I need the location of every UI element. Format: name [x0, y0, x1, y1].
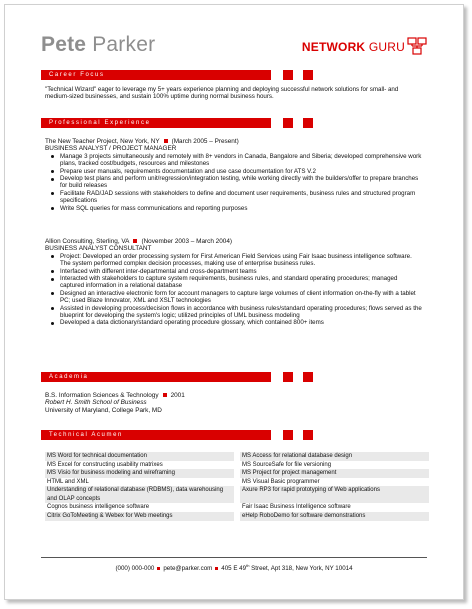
separator-square [157, 567, 160, 570]
table-cell: Citrix GoToMeeting & Webex for Web meetings [45, 512, 240, 521]
job-dates: (March 2005 – Present) [171, 138, 239, 145]
network-icon [407, 37, 427, 55]
section-bar-career-focus [41, 70, 427, 80]
first-name: Pete [41, 33, 87, 56]
table-cell: Fair Isaac Business Intelligence software [242, 504, 351, 511]
table-cell: MS Excel for constructing usability matrixes [45, 461, 240, 470]
section-bar-experience [41, 118, 427, 128]
degree: B.S. Information Sciences & Technology [45, 392, 159, 399]
list-item: Assisted in developing process/decision flows in accordance with business rules/standard operating procedures; flows served as the blueprint for developing the system's logic; utilized principles of UML business modeling [60, 304, 422, 320]
job-dates: (November 2003 – March 2004) [141, 238, 233, 245]
contact-email[interactable]: pete@parker.com [163, 565, 213, 573]
job-heading [45, 138, 423, 145]
list-item: Manage 3 projects simultaneously and remotely with 8+ vendors in Canada, Bangalore and Siberia; developed comprehensive work plans, tracked cost/budgets, resources and milestones [60, 152, 422, 168]
address-superscript: th [246, 563, 250, 568]
bar-square [283, 372, 293, 382]
bar-square [283, 430, 293, 440]
career-focus-text: "Technical Wizard" eager to leverage my 5+ years experience planning and deploying successful network solutions for small- and medium-sized businesses, and sustain 100% uptime during normal business hours. [45, 86, 399, 101]
last-name: Parker [92, 33, 156, 56]
separator-square [215, 567, 218, 570]
table-row [45, 469, 429, 478]
bar-square [283, 70, 293, 80]
job-entry [45, 238, 423, 327]
address-rest: Street, Apt 318, New York, NY 10014 [251, 565, 353, 573]
job-title: BUSINESS ANALYST CONSULTANT [45, 245, 152, 253]
job-heading [45, 238, 423, 245]
table-cell: MS Project for project management [240, 469, 429, 478]
list-item: Interacted with stakeholders to capture system requirements, business rules, and standard operating procedures; managed captured information in a relational database [60, 275, 423, 290]
acumen-table [45, 452, 429, 521]
job-company: The New Teacher Project, New York, NY [45, 138, 160, 145]
job-bullets [45, 253, 423, 327]
table-cell: MS Visio for business modeling and wireframing [45, 469, 240, 478]
resume-page [4, 4, 464, 600]
list-item: Develop test plans and perform unit/regression/integration testing, while working directly with the builders/offer to prepare branches for build releases [60, 175, 423, 190]
university-name: University of Maryland, College Park, MD [45, 406, 162, 414]
table-cell: MS Word for technical documentation [45, 452, 240, 461]
contact-phone: (000) 000-000 [115, 565, 155, 573]
table-row [45, 512, 429, 521]
job-company: Allion Consulting, Sterling, VA [45, 238, 130, 245]
bar-square [303, 372, 313, 382]
brand-title [302, 40, 405, 54]
section-label: Academia [49, 374, 89, 380]
list-item: Facilitate RAD/JAD sessions with stakeholders to define and document user requirements, business rules and structured program specifications [60, 190, 423, 205]
list-item: Project: Developed an order processing system for First American Field Services using Fair Isaac business intelligence software. The system performed complex decision processes, making use of enterprise business rules. [60, 253, 423, 268]
list-item: Interfaced with different inter-departmental and cross-department teams [60, 268, 423, 275]
contact-address [221, 565, 352, 572]
school-name: Robert H. Smith School of Business [45, 399, 147, 407]
table-cell: Axure RP3 for rapid prototyping of Web applications [240, 486, 429, 503]
brand-guru: GURU [368, 40, 405, 54]
list-item: Developed a data dictionary/standard operating procedure glossary, which contained 800+ items [60, 319, 423, 326]
bar-square [303, 430, 313, 440]
separator-square [133, 239, 137, 243]
section-label: Technical Acumen [49, 432, 123, 438]
table-row [45, 486, 429, 503]
academia-block [45, 392, 423, 414]
table-cell: MS Access for relational database design [240, 452, 429, 461]
bar-square [283, 118, 293, 128]
separator-square [164, 139, 168, 143]
table-row [45, 503, 429, 512]
table-cell: MS Visual Basic programmer [242, 478, 320, 485]
table-cell: eHelp RoboDemo for software demonstrations [240, 512, 429, 521]
section-label: Professional Experience [49, 120, 151, 126]
list-item: Designed an interactive electronic form for account managers to capture large volumes of client information on-the-fly with a tablet PC; used Blaze Innovator, XML and XSLT technologies [60, 290, 423, 305]
table-cell: MS SourceSafe for file versioning [242, 461, 332, 468]
table-row [45, 461, 429, 470]
job-bullets [45, 153, 423, 212]
address-number: 405 E 49 [221, 565, 247, 573]
bar-square [303, 118, 313, 128]
contact-footer [41, 557, 427, 572]
job-entry [45, 138, 423, 212]
bar-square [303, 70, 313, 80]
degree-line [45, 392, 423, 399]
degree-year: 2001 [170, 392, 185, 399]
list-item: Prepare user manuals, requirements documentation and use case documentation for ATS V.2 [60, 168, 423, 175]
candidate-name [41, 33, 155, 57]
table-cell: Understanding of relational database (RDBMS), data warehousing and OLAP concepts [45, 486, 240, 503]
separator-square [163, 393, 167, 397]
list-item: Write SQL queries for mass communications and reporting purposes [60, 205, 423, 212]
table-row [45, 478, 429, 487]
table-row [45, 452, 429, 461]
section-bar-acumen [41, 430, 427, 440]
section-label: Career Focus [49, 72, 105, 78]
brand-network: NETWORK [301, 40, 366, 54]
job-title: BUSINESS ANALYST / PROJECT MANAGER [45, 145, 177, 153]
section-bar-academia [41, 372, 427, 382]
table-cell: HTML and XML [45, 478, 240, 487]
table-cell: Cognos business intelligence software [45, 503, 240, 512]
